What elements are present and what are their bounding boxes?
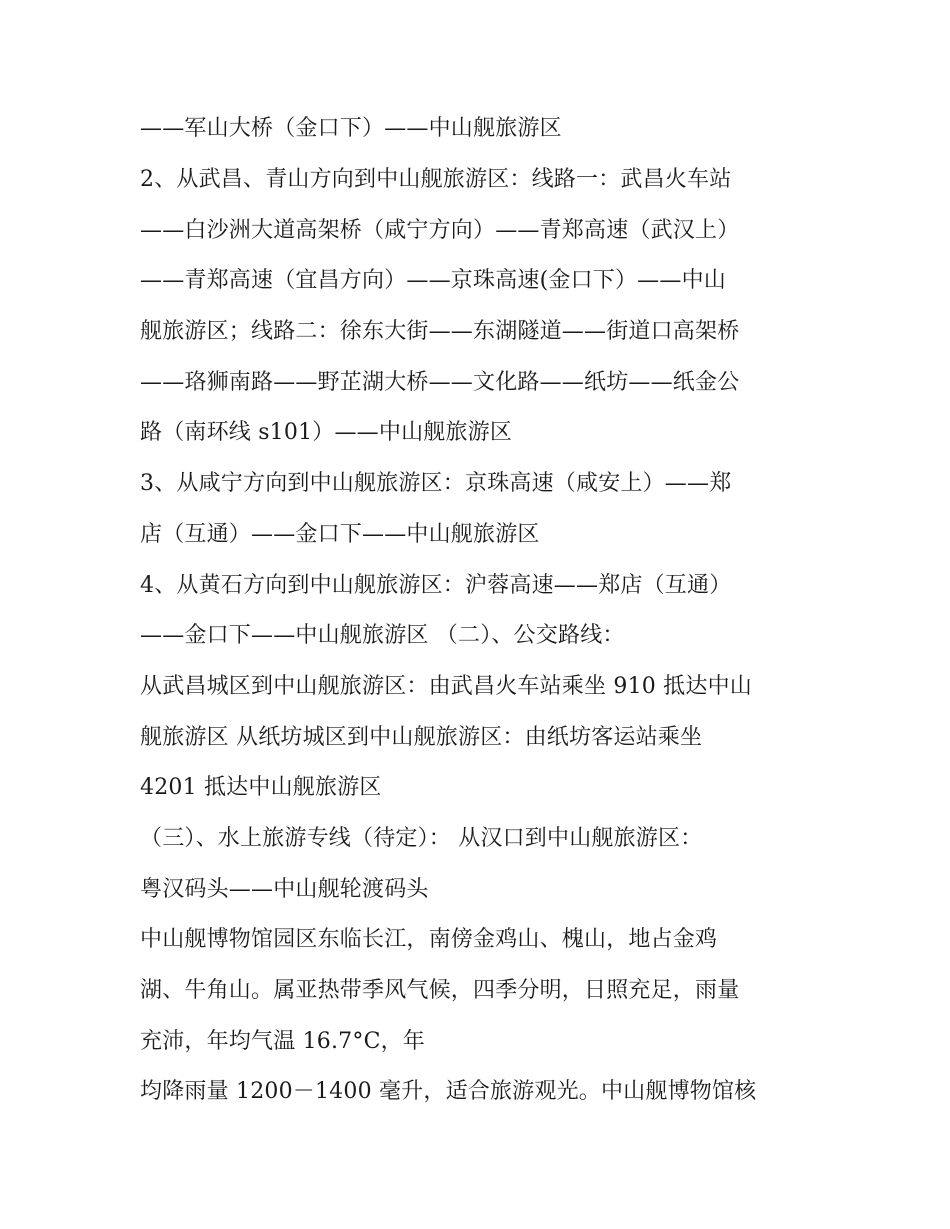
text-line: ——青郑高速（宜昌方向）——京珠高速(金口下）——中山: [140, 268, 726, 293]
text-line: 店（互通）——金口下——中山舰旅游区: [140, 522, 540, 547]
text-line: ——白沙洲大道高架桥（咸宁方向）——青郑高速（武汉上）: [140, 218, 740, 243]
text-line: 从武昌城区到中山舰旅游区：由武昌火车站乘坐 910 抵达中山: [140, 674, 752, 699]
text-line: 4201 抵达中山舰旅游区: [140, 775, 382, 800]
text-line: （三）、水上旅游专线（待定）： 从汉口到中山舰旅游区：: [140, 826, 703, 851]
text-line: 4、从黄石方向到中山舰旅游区：沪蓉高速——郑店（互通）: [140, 573, 732, 598]
text-line: ——金口下——中山舰旅游区 （二）、公交路线：: [140, 623, 625, 648]
text-line: 湖、牛角山。属亚热带季风气候，四季分明，日照充足，雨量: [140, 978, 740, 1003]
text-line: 舰旅游区 从纸坊城区到中山舰旅游区：由纸坊客运站乘坐: [140, 725, 703, 750]
text-line: 路（南环线 s101）——中山舰旅游区: [140, 420, 513, 445]
text-line: 舰旅游区；线路二：徐东大街——东湖隧道——街道口高架桥: [140, 319, 740, 344]
text-line: 2、从武昌、青山方向到中山舰旅游区：线路一：武昌火车站: [140, 167, 732, 192]
text-line: 充沛，年均气温 16.7°C，年: [140, 1029, 426, 1054]
text-line: 3、从咸宁方向到中山舰旅游区：京珠高速（咸安上）——郑: [140, 471, 732, 496]
text-line: ——军山大桥（金口下）——中山舰旅游区: [140, 116, 562, 141]
text-line: 粤汉码头——中山舰轮渡码头: [140, 877, 429, 902]
text-line: 中山舰博物馆园区东临长江，南傍金鸡山、槐山，地占金鸡: [140, 927, 718, 952]
text-line: ——珞狮南路——野芷湖大桥——文化路——纸坊——纸金公: [140, 370, 740, 395]
text-line: 均降雨量 1200－1400 毫升，适合旅游观光。中山舰博物馆核: [140, 1079, 757, 1104]
